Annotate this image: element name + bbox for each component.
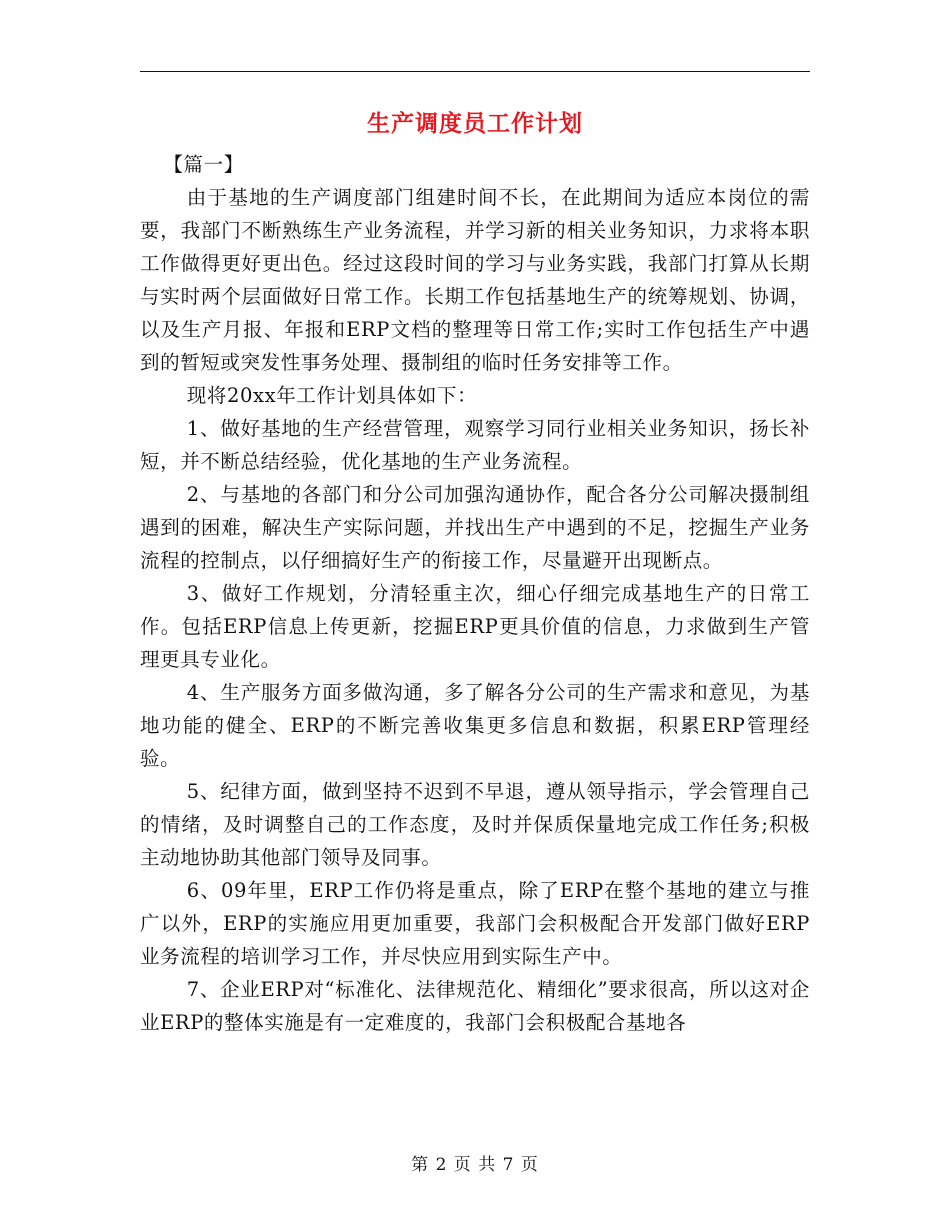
page-number: 第 2 页 共 7 页 bbox=[411, 1155, 539, 1175]
paragraph-item-3: 3、做好工作规划，分清轻重主次，细心仔细完成基地生产的日常工作。包括ERP信息上传更新，挖掘ERP更具价值的信息，力求做到生产管理更具专业化。 bbox=[140, 582, 810, 671]
paragraph-item-6: 6、09年里，ERP工作仍将是重点，除了ERP在整个基地的建立与推广以外，ERP的实施应用更加重要，我部门会积极配合开发部门做好ERP业务流程的培训学习工作，并尽快应用到实际生产中。 bbox=[140, 879, 810, 968]
paragraph-item-1: 1、做好基地的生产经营管理，观察学习同行业相关业务知识，扬长补短，并不断总结经验，优化基地的生产业务流程。 bbox=[140, 417, 810, 473]
paragraph-item-2: 2、与基地的各部门和分公司加强沟通协作，配合各分公司解决摄制组遇到的困难，解决生产实际问题，并找出生产中遇到的不足，挖掘生产业务流程的控制点，以仔细搞好生产的衔接工作，尽量避开出现断点。 bbox=[140, 483, 810, 572]
paragraph-plan-lead: 现将20xx年工作计划具体如下： bbox=[186, 384, 478, 407]
paragraph-intro: 由于基地的生产调度部门组建时间不长，在此期间为适应本岗位的需要，我部门不断熟练生产业务流程，并学习新的相关业务知识，力求将本职工作做得更好更出色。经过这段时间的学习与业务实践，我部门打算从长期与实时两个层面做好日常工作。长期工作包括基地生产的统筹规划、协调，以及生产月报、年报和ERP文档的整理等日常工作;实时工作包括生产中遇到的暂短或突发性事务处理、摄制组的临时任务安排等工作。 bbox=[140, 186, 810, 374]
header-rule bbox=[140, 71, 810, 72]
section-heading: 【篇一】 bbox=[163, 153, 244, 176]
paragraph-item-7: 7、企业ERP对“标准化、法律规范化、精细化”要求很高，所以这对企业ERP的整体实施是有一定难度的，我部门会积极配合基地各 bbox=[140, 978, 810, 1034]
document-title: 生产调度员工作计划 bbox=[367, 110, 583, 137]
paragraph-item-5: 5、纪律方面，做到坚持不迟到不早退，遵从领导指示，学会管理自己的情绪，及时调整自己的工作态度，及时并保质保量地完成工作任务;积极主动地协助其他部门领导及同事。 bbox=[140, 780, 810, 869]
paragraph-item-4: 4、生产服务方面多做沟通，多了解各分公司的生产需求和意见，为基地功能的健全、ERP的不断完善收集更多信息和数据，积累ERP管理经验。 bbox=[140, 681, 810, 770]
document-body bbox=[140, 148, 810, 1039]
